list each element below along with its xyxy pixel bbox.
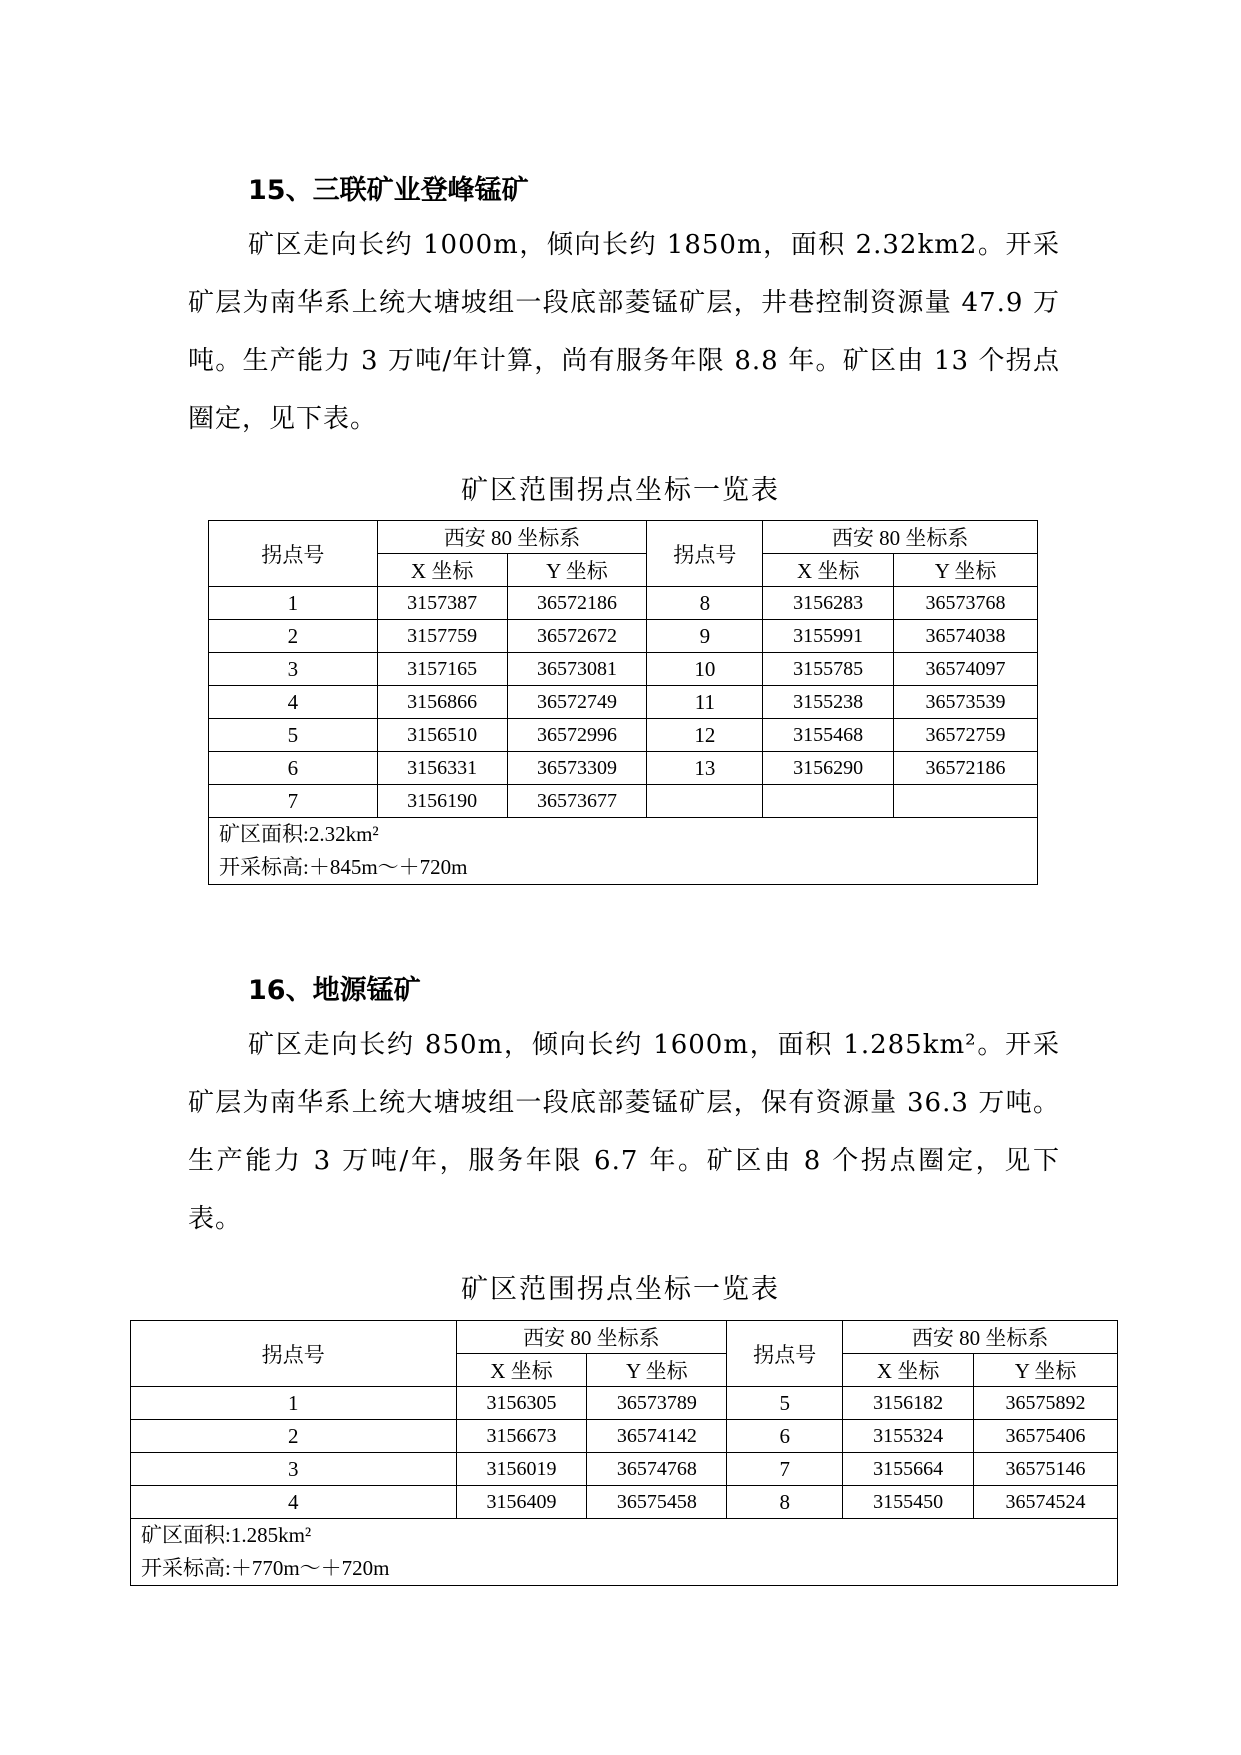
- x-coord-cell: 3157165: [377, 653, 507, 686]
- point-no-cell: 2: [131, 1420, 457, 1453]
- x-coord-cell: 3155468: [763, 719, 894, 752]
- table-row: [131, 1420, 1118, 1453]
- y-coord-cell: 36572759: [894, 719, 1038, 752]
- point-no-cell: 6: [209, 752, 378, 785]
- point-no-cell: 3: [131, 1453, 457, 1486]
- point-no-cell: 1: [131, 1387, 457, 1420]
- x-coord-cell: 3156510: [377, 719, 507, 752]
- point-no-cell: 12: [647, 719, 763, 752]
- table-row: [131, 1453, 1118, 1486]
- x-coord-cell: 3156305: [456, 1387, 587, 1420]
- x-coord-cell: 3156019: [456, 1453, 587, 1486]
- section-heading-16: 16、地源锰矿: [248, 975, 421, 1006]
- y-coord-cell: 36575458: [587, 1486, 727, 1519]
- coordinate-table-16: [130, 1320, 1118, 1586]
- y-coord-cell: 36575892: [974, 1387, 1118, 1420]
- y-coord-cell: 36573677: [507, 785, 647, 818]
- x-coord-cell: 3156866: [377, 686, 507, 719]
- header-point-no: 拐点号: [647, 521, 763, 587]
- table-row: [209, 587, 1038, 620]
- header-coord-system: 西安 80 坐标系: [763, 521, 1038, 554]
- x-coord-cell: 3155991: [763, 620, 894, 653]
- header-point-no: 拐点号: [209, 521, 378, 587]
- header-x: X 坐标: [456, 1354, 587, 1387]
- y-coord-cell: 36575406: [974, 1420, 1118, 1453]
- x-coord-cell: 3156290: [763, 752, 894, 785]
- header-point-no: 拐点号: [131, 1321, 457, 1387]
- y-coord-cell: 36574097: [894, 653, 1038, 686]
- point-no-cell: 5: [727, 1387, 843, 1420]
- header-y: Y 坐标: [974, 1354, 1118, 1387]
- x-coord-cell: 3157387: [377, 587, 507, 620]
- point-no-cell: 3: [209, 653, 378, 686]
- point-no-cell: 8: [727, 1486, 843, 1519]
- x-coord-cell: 3155450: [843, 1486, 974, 1519]
- y-coord-cell: 36573081: [507, 653, 647, 686]
- point-no-cell: 4: [209, 686, 378, 719]
- table-notes: [209, 818, 1038, 885]
- table-notes: [131, 1519, 1118, 1586]
- table-row: [209, 719, 1038, 752]
- y-coord-cell: 36572186: [507, 587, 647, 620]
- table-row: [209, 620, 1038, 653]
- y-coord-cell: 36572672: [507, 620, 647, 653]
- table-row: [209, 686, 1038, 719]
- table-caption-15: 矿区范围拐点坐标一览表: [461, 475, 780, 506]
- header-x: X 坐标: [377, 554, 507, 587]
- point-no-cell: 11: [647, 686, 763, 719]
- y-coord-cell: 36573539: [894, 686, 1038, 719]
- y-coord-cell: 36572749: [507, 686, 647, 719]
- y-coord-cell: 36573789: [587, 1387, 727, 1420]
- x-coord-cell: 3155324: [843, 1420, 974, 1453]
- table-row: [209, 752, 1038, 785]
- x-coord-cell: 3156283: [763, 587, 894, 620]
- header-coord-system: 西安 80 坐标系: [843, 1321, 1118, 1354]
- y-coord-cell: 36575146: [974, 1453, 1118, 1486]
- section-heading-15: 15、三联矿业登峰锰矿: [248, 175, 529, 206]
- coordinate-table-15: [208, 520, 1038, 885]
- x-coord-cell: 3155238: [763, 686, 894, 719]
- x-coord-cell: 3156331: [377, 752, 507, 785]
- x-coord-cell: 3157759: [377, 620, 507, 653]
- header-y: Y 坐标: [587, 1354, 727, 1387]
- x-coord-cell: [763, 785, 894, 818]
- point-no-cell: 10: [647, 653, 763, 686]
- header-y: Y 坐标: [507, 554, 647, 587]
- header-point-no: 拐点号: [727, 1321, 843, 1387]
- table-row: [209, 785, 1038, 818]
- header-y: Y 坐标: [894, 554, 1038, 587]
- x-coord-cell: 3156182: [843, 1387, 974, 1420]
- section-paragraph-16: 矿区走向长约 850m，倾向长约 1600m，面积 1.285km²。开采矿层为南华系上统大塘坡组一段底部菱锰矿层，保有资源量 36.3 万吨。生产能力 3 万吨/年，服务年限 6.7 年。矿区由 8 个拐点圈定，见下表。: [188, 1030, 1060, 1234]
- x-coord-cell: 3155664: [843, 1453, 974, 1486]
- point-no-cell: 2: [209, 620, 378, 653]
- y-coord-cell: 36572186: [894, 752, 1038, 785]
- table-row: [131, 1486, 1118, 1519]
- elevation-note: 开采标高:＋845m～＋720m: [219, 855, 468, 879]
- point-no-cell: 1: [209, 587, 378, 620]
- section-paragraph-15: 矿区走向长约 1000m，倾向长约 1850m，面积 2.32km2。开采矿层为南华系上统大塘坡组一段底部菱锰矿层，井巷控制资源量 47.9 万吨。生产能力 3 万吨/年计算，尚有服务年限 8.8 年。矿区由 13 个拐点圈定，见下表。: [188, 230, 1060, 434]
- y-coord-cell: 36573309: [507, 752, 647, 785]
- table-row: [131, 1387, 1118, 1420]
- x-coord-cell: 3156190: [377, 785, 507, 818]
- point-no-cell: 7: [209, 785, 378, 818]
- y-coord-cell: [894, 785, 1038, 818]
- point-no-cell: 8: [647, 587, 763, 620]
- point-no-cell: 9: [647, 620, 763, 653]
- point-no-cell: 7: [727, 1453, 843, 1486]
- table-row: [209, 653, 1038, 686]
- y-coord-cell: 36574768: [587, 1453, 727, 1486]
- y-coord-cell: 36574038: [894, 620, 1038, 653]
- y-coord-cell: 36573768: [894, 587, 1038, 620]
- point-no-cell: 5: [209, 719, 378, 752]
- point-no-cell: 6: [727, 1420, 843, 1453]
- point-no-cell: [647, 785, 763, 818]
- y-coord-cell: 36574142: [587, 1420, 727, 1453]
- area-note: 矿区面积:2.32km²: [219, 822, 379, 846]
- header-coord-system: 西安 80 坐标系: [377, 521, 647, 554]
- point-no-cell: 13: [647, 752, 763, 785]
- y-coord-cell: 36574524: [974, 1486, 1118, 1519]
- area-note: 矿区面积:1.285km²: [141, 1523, 312, 1547]
- x-coord-cell: 3156673: [456, 1420, 587, 1453]
- elevation-note: 开采标高:＋770m～＋720m: [141, 1556, 390, 1580]
- x-coord-cell: 3155785: [763, 653, 894, 686]
- header-coord-system: 西安 80 坐标系: [456, 1321, 727, 1354]
- x-coord-cell: 3156409: [456, 1486, 587, 1519]
- table-caption-16: 矿区范围拐点坐标一览表: [461, 1274, 780, 1305]
- y-coord-cell: 36572996: [507, 719, 647, 752]
- point-no-cell: 4: [131, 1486, 457, 1519]
- header-x: X 坐标: [843, 1354, 974, 1387]
- header-x: X 坐标: [763, 554, 894, 587]
